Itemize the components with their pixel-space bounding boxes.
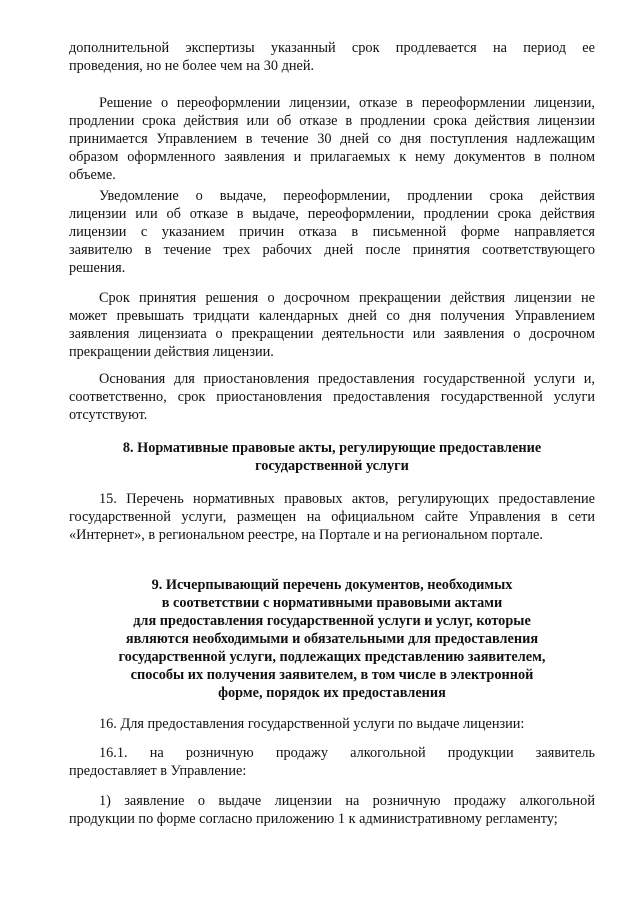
heading-line: государственной услуги <box>255 458 409 474</box>
text-line: государственной услуги, размещен на официальном сайте Управления в сети <box>69 509 595 525</box>
text-line: Срок принятия решения о досрочном прекращении действия лицензии не <box>99 290 595 306</box>
text-line: лицензии или об отказе в выдаче, переоформлении, продлении срока действия <box>69 206 595 222</box>
heading-line: 8. Нормативные правовые акты, регулирующие предоставление <box>122 440 542 456</box>
paragraph-suspension-grounds <box>69 370 595 424</box>
text-line: «Интернет», в региональном реестре, на Портале и на региональном портале. <box>69 527 543 543</box>
list-item-1 <box>69 792 595 828</box>
section-heading-9 <box>69 576 595 702</box>
text-line: 16.1. на розничную продажу алкогольной продукции заявитель <box>99 745 595 761</box>
heading-line: в соответствии с нормативными правовыми актами <box>161 595 503 611</box>
text-line: может превышать тридцати календарных дней со дня получения Управлением <box>69 308 595 324</box>
text-line: заявителю в течение трех рабочих дней после принятия соответствующего <box>69 242 595 258</box>
text-line: продукции по форме согласно приложению 1 к административному регламенту; <box>69 811 558 827</box>
text-line: Решение о переоформлении лицензии, отказе в переоформлении лицензии, <box>99 95 595 111</box>
paragraph-16-1 <box>69 744 595 780</box>
paragraph-notification <box>69 187 595 277</box>
text-line: продлении срока действия или об отказе в продлении срока действия лицензии <box>69 113 595 129</box>
paragraph-reissue-decision <box>69 94 595 184</box>
text-line: образом оформленного заявления и прилагаемых к нему документов в полном <box>69 149 595 165</box>
text-line: лицензии с указанием причин отказа в письменной форме направляется <box>69 224 595 240</box>
heading-line: способы их получения заявителем, в том числе в электронной <box>130 667 534 683</box>
text-line: решения. <box>69 260 126 276</box>
text-line: заявления лицензиата о прекращении деятельности или заявления о досрочном <box>69 326 595 342</box>
text-line: Уведомление о выдаче, переоформлении, продлении срока действия <box>99 188 595 204</box>
text-line: дополнительной экспертизы указанный срок продлевается на период ее <box>69 40 595 56</box>
text-line: соответственно, срок приостановления предоставления государственной услуги <box>69 389 595 405</box>
paragraph-16 <box>69 715 595 733</box>
paragraph-15 <box>69 490 595 544</box>
paragraph-early-termination <box>69 289 595 361</box>
text-line: Основания для приостановления предоставления государственной услуги и, <box>99 371 595 387</box>
heading-line: государственной услуги, подлежащих представлению заявителем, <box>118 649 546 665</box>
text-line: прекращении действия лицензии. <box>69 344 274 360</box>
heading-line: форме, порядок их предоставления <box>218 685 446 701</box>
text-line: 1) заявление о выдаче лицензии на розничную продажу алкогольной <box>99 793 595 809</box>
heading-line: являются необходимыми и обязательными для предоставления <box>125 631 539 647</box>
text-line: отсутствуют. <box>69 407 148 423</box>
text-line: 15. Перечень нормативных правовых актов, регулирующих предоставление <box>99 491 595 507</box>
heading-line: для предоставления государственной услуги и услуг, которые <box>133 613 531 629</box>
text-line: принимается Управлением в течение 30 дней со дня поступления надлежащим <box>69 131 595 147</box>
text-line: предоставляет в Управление: <box>69 763 247 779</box>
section-heading-8 <box>69 439 595 475</box>
text-line: объеме. <box>69 167 116 183</box>
paragraph-expertise-continuation <box>69 39 595 75</box>
text-line: проведения, но не более чем на 30 дней. <box>69 58 315 74</box>
heading-line: 9. Исчерпывающий перечень документов, необходимых <box>151 577 513 593</box>
text-line: 16. Для предоставления государственной услуги по выдаче лицензии: <box>99 716 525 732</box>
